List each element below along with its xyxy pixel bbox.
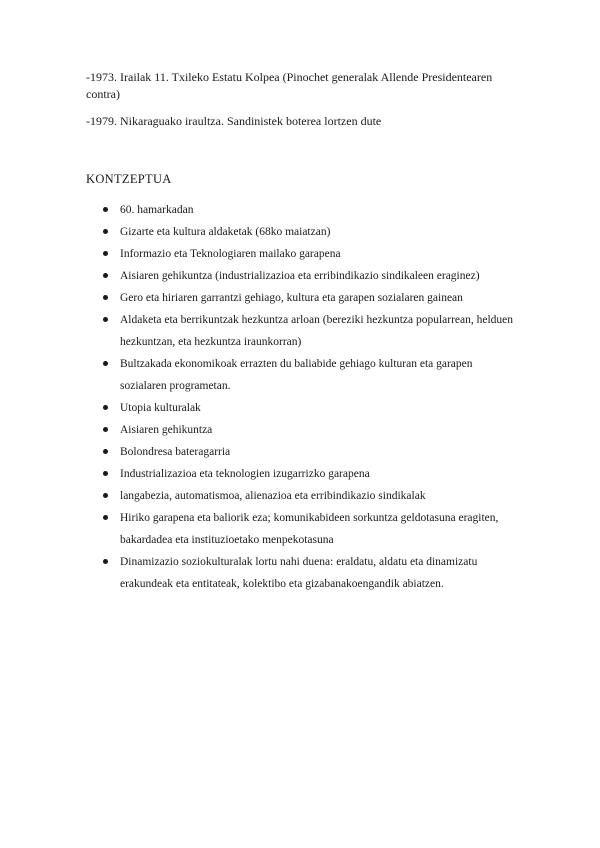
list-item [86,221,516,243]
bullet-icon [103,361,108,366]
list-item [86,199,516,221]
list-item-text: Gizarte eta kultura aldaketak (68ko maiatzan) [120,226,331,238]
list-item [86,309,516,353]
bullet-icon [103,229,108,234]
list-item-text: Bultzakada ekonomikoak errazten du baliabide gehiago kulturan eta garapen sozialaren programetan. [120,358,473,392]
bullet-icon [103,427,108,432]
list-item-text: Gero eta hiriaren garrantzi gehiago, kultura eta garapen sozialaren gainean [120,292,463,304]
list-item [86,419,516,441]
list-item-text: Aisiaren gehikuntza [120,424,213,436]
list-item-text: Dinamizazio soziokulturalak lortu nahi duena: eraldatu, aldatu eta dinamizatu erakundeak eta entitateak, kolektibo eta gizabanakoengandik abiatzen. [120,556,478,590]
bullet-icon [103,515,108,520]
list-item [86,265,516,287]
list-item-text: 60. hamarkadan [120,204,194,216]
list-item-text: Aisiaren gehikuntza (industrializazioa eta erribindikazio sindikaleen eraginez) [120,270,480,282]
bullet-icon [103,471,108,476]
list-item-text: Bolondresa bateragarria [120,446,231,458]
concept-list [86,199,516,595]
list-item-text: langabezia, automatismoa, alienazioa eta erribindikazio sindikalak [120,490,426,502]
list-item-text: Utopia kulturalak [120,402,201,414]
bullet-icon [103,207,108,212]
bullet-icon [103,449,108,454]
list-item-text: Informazio eta Teknologiaren mailako garapena [120,248,341,260]
list-item [86,287,516,309]
list-item-text: Aldaketa eta berrikuntzak hezkuntza arloan (bereziki hezkuntza popularrean, helduen hezkuntzan, eta hezkuntza iraunkorran) [120,314,514,348]
paragraph-1979: -1979. Nikaraguako iraultza. Sandinistek boterea lortzen dute [86,114,382,128]
list-item [86,441,516,463]
list-item [86,507,516,551]
list-item [86,353,516,397]
list-item-text: Hiriko garapena eta baliorik eza; komunikabideen sorkuntza geldotasuna eragiten, bakardadea eta instituzioetako menpekotasuna [120,512,499,546]
section-heading: KONTZEPTUA [86,172,172,186]
bullet-icon [103,317,108,322]
list-item [86,463,516,485]
list-item [86,243,516,265]
bullet-icon [103,273,108,278]
bullet-icon [103,295,108,300]
list-item [86,397,516,419]
list-item-text: Industrializazioa eta teknologien izugarrizko garapena [120,468,370,480]
list-item [86,485,516,507]
bullet-icon [103,405,108,410]
bullet-icon [103,493,108,498]
bullet-icon [103,559,108,564]
paragraph-1973: -1973. Irailak 11. Txileko Estatu Kolpea (Pinochet generalak Allende Presidentearen contra) [86,70,493,101]
list-item [86,551,516,595]
bullet-icon [103,251,108,256]
